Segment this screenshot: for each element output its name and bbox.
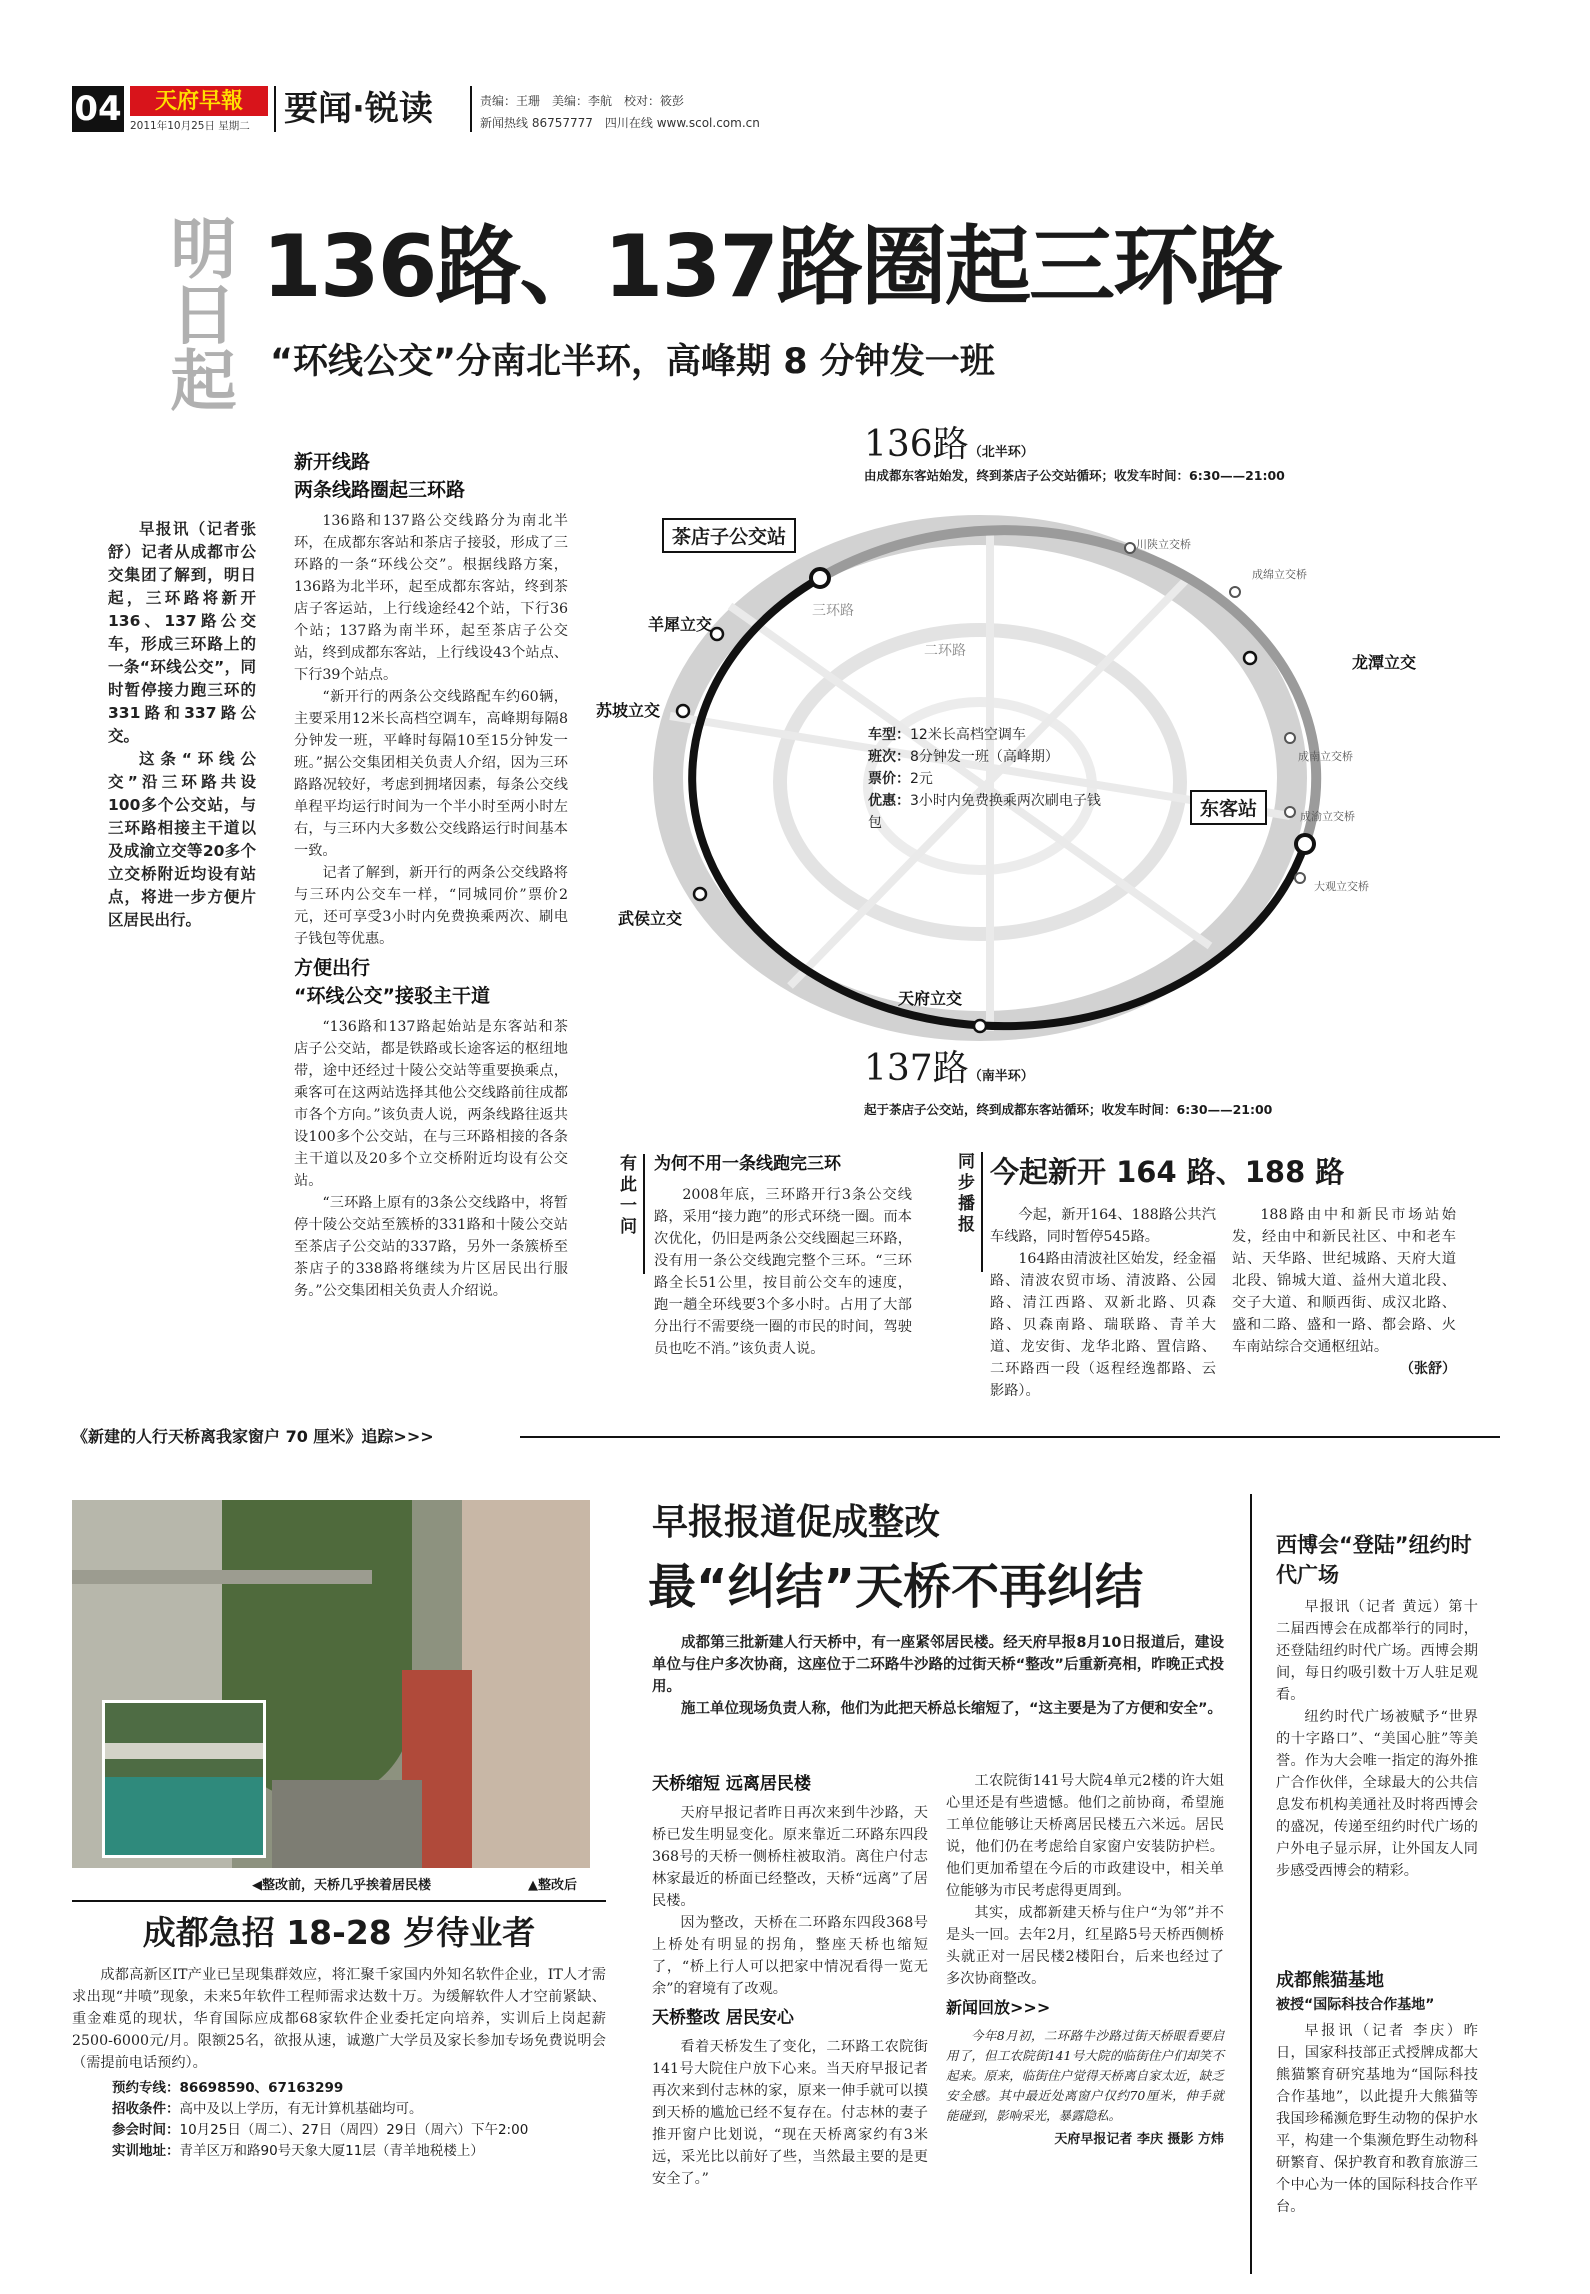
lead-paragraph: 施工单位现场负责人称，他们为此把天桥总长缩短了，“这主要是为了方便和安全”。 <box>681 1701 1223 1717</box>
stop-label: 羊犀立交 <box>648 615 713 634</box>
qa-title: 为何不用一条线跑完三环 <box>654 1154 841 1174</box>
bridge-title: 最“纠结”天桥不再纠结 <box>648 1559 1144 1615</box>
route-137-info: 起于茶店子公交站，终到成都东客站循环；收发车时间：6:30——21:00 <box>864 1102 1273 1117</box>
header-divider <box>274 86 276 132</box>
jobs-row: 招收条件：高中及以上学历，有无计算机基础均可。 <box>112 2101 423 2117</box>
section-title: 要闻·锐读 <box>284 89 433 129</box>
station-label-dongkezhan: 东客站 <box>1190 790 1267 825</box>
paragraph: “三环路上原有的3条公交线路中，将暂停十陵公交站至簇桥的331路和十陵公交站至茶店子公交站的337路，另外一条簇桥至茶店子的338路将继续为片区居民出行服务。”公交集团相关负责人介绍说。 <box>294 1195 568 1299</box>
lead-paragraph: 早报讯（记者张舒）记者从成都市公交集团了解到，明日起，三环路将新开136、137路公交车，形成三环路上的一条“环线公交”，同时暂停接力跑三环的331路和337路公交。 <box>108 520 256 745</box>
route-137-label: 137路（南半环） <box>864 1048 1034 1089</box>
byline: 天府早报记者 李庆 摄影 方炜 <box>1054 2132 1224 2147</box>
bridge-heading-1: 天桥缩短 远离居民楼 <box>652 1774 811 1794</box>
byline: （张舒） <box>1400 1361 1456 1377</box>
expo-brief <box>1276 1530 1478 1882</box>
stop-label: 武侯立交 <box>618 909 683 928</box>
station-dot <box>1296 835 1314 853</box>
station-dot <box>811 569 829 587</box>
stop-dot <box>1285 733 1295 743</box>
bridge-col-1 <box>652 1770 928 2190</box>
stop-label: 天府立交 <box>898 989 963 1008</box>
photo-caption-before: ◀整改前，天桥几乎挨着居民楼 <box>252 1878 431 1893</box>
side-label: 明日起 <box>159 214 237 412</box>
stop-label: 苏坡立交 <box>596 701 661 720</box>
bridge-lead <box>652 1632 1224 1720</box>
route-136-label: 136路（北半环） <box>864 424 1034 465</box>
qa-tag: 有此一问 <box>614 1154 645 1274</box>
paragraph: 其实，成都新建天桥与住户“为邻”并不是头一回。去年2月，红星路5号天桥西侧桥头就正对一居民楼2楼阳台，后来也经过了多次协商整改。 <box>946 1905 1224 1987</box>
paragraph: “136路和137路起始站是东客站和茶店子公交站，都是铁路或长途客运的枢纽地带，途中还经过十陵公交站等重要换乘点，乘客可在这两站选择其他公交线路前往成都市各个方向。”该负责人说，两条线路往返共设100多个公交站，在与三环路相接的各条主干道以及20多个立交桥附近均设有公交站。 <box>294 1019 568 1189</box>
qa-column <box>654 1150 912 1360</box>
panda-subtitle: 被授“国际科技合作基地” <box>1276 1997 1435 2013</box>
stop-dot <box>677 705 689 717</box>
minor-label: 川陕立交桥 <box>1136 538 1191 551</box>
stop-dot <box>1295 873 1305 883</box>
jobs-title: 成都急招 18-28 岁待业者 <box>142 1913 536 1952</box>
article-column <box>294 448 568 1302</box>
main-headline: 136路、137路圈起三环路 <box>262 217 1282 317</box>
route-136-info: 由成都东客站始发，终到茶店子公交站循环；收发车时间：6:30——21:00 <box>864 468 1285 483</box>
minor-label: 三环路 <box>812 603 854 619</box>
stop-label: 龙潭立交 <box>1352 653 1417 672</box>
news-replay-text: 今年8月初，二环路牛沙路过街天桥眼看要启用了，但工农院街141号大院的临街住户们却笑不起来。原来，临街住户觉得天桥离自家太近，缺乏安全感。其中最近处离窗户仅约70厘米，伸手就能碰到，影响采光，暴露隐私。 <box>946 2028 1224 2123</box>
paragraph: 早报讯（记者 李庆）昨日，国家科技部正式授牌成都大熊猫繁育研究基地为“国际科技合作基地”，以此提升大熊猫等我国珍稀濒危野生动物的保护水平，构建一个集濒危野生动物科研繁育、保护教育和教育旅游三个中心为一体的国际科技合作平台。 <box>1276 2023 1478 2215</box>
stop-dot <box>974 1020 986 1032</box>
photo-caption-after: ▲整改后 <box>528 1878 577 1893</box>
main-subtitle: “环线公交”分南北半环，高峰期 8 分钟发一班 <box>270 342 995 382</box>
paragraph: 早报讯（记者 黄远）第十二届西博会在成都举行的同时，还登陆纽约时代广场。西博会期间，每日约吸引数十万人驻足观看。 <box>1276 1599 1478 1703</box>
expo-title: 西博会“登陆”纽约时代广场 <box>1276 1533 1472 1587</box>
lead-paragraph: 成都第三批新建人行天桥中，有一座紧邻居民楼。经天府早报8月10日报道后，建设单位与住户多次协商，这座位于二环路牛沙路的过街天桥“整改”后重新亮相，昨晚正式投用。 <box>652 1635 1224 1695</box>
jobs-ad <box>72 1900 606 2250</box>
paragraph: “新开行的两条公交线路配车约60辆，主要采用12米长高档空调车，高峰期每隔8分钟发一班，平峰时每隔10至15分钟发一班。”据公交集团相关负责人介绍，因为三环路路况较好，考虑到拥堵因素，每条公交线单程平均运行时间为一个半小时至两小时左右，与三环内大多数公交线路运行时间基本一致。 <box>294 689 568 859</box>
stop-dot <box>1230 587 1240 597</box>
header-divider-2 <box>470 86 472 132</box>
stop-dot <box>711 628 723 640</box>
paragraph: 看着天桥发生了变化，二环路工农院街141号大院住户放下心来。当天府早报记者再次来到付志林的家，原来一伸手就可以摸到天桥的尴尬已经不复存在。付志林的妻子推开窗户比划说，“现在天桥离家约有3米远，采光比以前好了些，当然最主要的是更安全了。” <box>652 2039 928 2187</box>
info-row: 车型：12米长高档空调车 <box>868 727 1026 743</box>
stop-dot <box>1285 807 1295 817</box>
column-rule <box>1250 1494 1252 2274</box>
bridge-kicker: 早报报道促成整改 <box>652 1502 941 1543</box>
paragraph: 纽约时代广场被赋予“世界的十字路口”、“美国心脏”等美誉。作为大会唯一指定的海外推广合作伙伴，全球最大的公共信息发布机构美通社及时将西博会的盛况，传递至纽约时代广场的户外电子显示屏，让外国友人同步感受西博会的精彩。 <box>1276 1709 1478 1879</box>
route-info-box <box>868 724 1108 834</box>
paragraph: 164路由清波社区始发，经金福路、清波农贸市场、清波路、公园路、清江西路、双新北路、贝森路、贝森南路、瑞联路、青羊大道、龙安街、龙华北路、置信路、二环路西一段（返程经逸都路、云影路）。 <box>990 1251 1216 1399</box>
sync-col-2 <box>1232 1204 1456 1378</box>
sync-col-1 <box>990 1204 1216 1402</box>
paragraph: 今起，新开164、188路公共汽车线路，同时暂停545路。 <box>990 1207 1216 1245</box>
stop-dot <box>694 888 706 900</box>
news-hotline: 新闻热线 86757777 四川在线 www.scol.com.cn <box>480 116 760 130</box>
stop-dot <box>1244 652 1256 664</box>
news-replay-heading: 新闻回放>>> <box>946 1998 1051 2017</box>
info-row: 班次：8分钟发一班（高峰期） <box>868 749 1059 765</box>
paragraph: 工农院街141号大院4单元2楼的许大姐心里还是有些遗憾。他们之前协商，希望施工单位能够让天桥离居民楼五六米远。居民说，他们仍在考虑给自家窗户安装防护栏。他们更加希望在今后的市政建设中，相关单位能够为市民考虑得更周到。 <box>946 1773 1224 1899</box>
minor-label: 成渝立交桥 <box>1300 810 1355 823</box>
page-number: 04 <box>72 86 124 132</box>
editor-credits: 责编：王珊 美编：李航 校对：筱彭 <box>480 94 685 108</box>
info-row: 优惠：3小时内免费换乘两次刷电子钱包 <box>868 793 1101 831</box>
bridge-heading-2: 天桥整改 居民安心 <box>652 2008 794 2028</box>
paragraph: 136路和137路公交线路分为南北半环，在成都东客站和茶店子接驳，形成了三环路的一条“环线公交”。根据线路方案，136路为北半环，起至成都东客站，终到茶店子客运站，上行线途经42个站，下行36个站；137路为南半环，起至茶店子公交站，终到成都东客站，上行线设43个站点、下行39个站点。 <box>294 513 568 683</box>
panda-brief <box>1276 1968 1478 2218</box>
minor-label: 大观立交桥 <box>1314 880 1369 893</box>
section-heading-1b: 两条线路圈起三环路 <box>294 479 466 501</box>
sync-title: 今起新开 164 路、188 路 <box>990 1155 1345 1189</box>
minor-label: 成南立交桥 <box>1298 750 1353 763</box>
jobs-text: 成都高新区IT产业已呈现集群效应，将汇聚千家国内外知名软件企业，IT人才需求出现“井喷”现象，未来5年软件工程师需求达数十万。为缓解软件人才空前紧缺、重金难觅的现状，华育国际应成都68家软件企业委托定向培养，实训后上岗起薪2500-6000元/月。限额25名，欲报从速，诚邀广大学员及家长参加专场免费说明会（需提前电话预约）。 <box>72 1967 606 2071</box>
paragraph: 天府早报记者昨日再次来到牛沙路，天桥已发生明显变化。原来靠近二环路东四段368号的天桥一侧桥柱被取消。离住户付志林家最近的桥面已经整改，天桥“远离”了居民楼。 <box>652 1805 928 1909</box>
info-row: 票价：2元 <box>868 771 933 787</box>
sync-tag: 同步播报 <box>952 1152 983 1272</box>
section-heading-2a: 方便出行 <box>294 957 371 979</box>
jobs-row: 参会时间：10月25日（周二）、27日（周四）29日（周六）下午2:00 <box>112 2122 529 2138</box>
jobs-row: 预约专线：86698590、67163299 <box>112 2080 344 2096</box>
stop-dot <box>1125 543 1135 553</box>
paragraph: 因为整改，天桥在二环路东四段368号上桥处有明显的拐角，整座天桥也缩短了，“桥上行人可以把家中情况看得一览无余”的窘境有了改观。 <box>652 1915 928 1997</box>
minor-label: 成绵立交桥 <box>1252 568 1307 581</box>
newspaper-logo: 天府早報 <box>130 86 268 116</box>
paragraph: 188路由中和新民市场站始发，经由中和新民社区、中和老车站、天华路、世纪城路、天府大道北段、锦城大道、益州大道北段、交子大道、和顺西街、成汉北路、盛和二路、盛和一路、都会路、火车南站综合交通枢纽站。 <box>1232 1207 1456 1355</box>
jobs-row: 实训地址：青羊区万和路90号天象大厦11层（青羊地税楼上） <box>112 2143 484 2159</box>
bridge-col-2 <box>946 1770 1224 2147</box>
section-heading-2b: “环线公交”接驳主干道 <box>294 985 490 1007</box>
photo-before <box>102 1700 266 1858</box>
section-heading-1a: 新开线路 <box>294 451 371 473</box>
paragraph: 2008年底，三环路开行3条公交线路，采用“接力跑”的形式环绕一圈。而本次优化，仍旧是两条公交线圈起三环路，没有用一条公交线跑完整个三环。“三环路全长51公里，按目前公交车的速度，跑一趟全环线要3个多小时。占用了大部分出行不需要绕一圈的市民的时间，驾驶员也吃不消。”该负责人说。 <box>654 1187 912 1357</box>
lead-column <box>108 518 256 932</box>
paragraph: 记者了解到，新开行的两条公交线路将与三环内公交车一样，“同城同价”票价2元，还可享受3小时内免费换乘两次、刷电子钱包等优惠。 <box>294 865 568 947</box>
station-label-chadianzi: 茶店子公交站 <box>662 518 796 553</box>
issue-date: 2011年10月25日 星期二 <box>130 120 250 132</box>
lead-paragraph-2: 这条“环线公交”沿三环路共设100多个公交站，与三环路相接主干道以及成渝立交等20多个立交桥附近均设有站点，将进一步方便片区居民出行。 <box>108 750 256 929</box>
panda-title: 成都熊猫基地 <box>1276 1970 1384 1991</box>
section-rule <box>520 1436 1500 1438</box>
minor-label: 二环路 <box>924 643 966 659</box>
follow-up-label: 《新建的人行天桥离我家窗户 70 厘米》追踪>>> <box>72 1427 434 1446</box>
